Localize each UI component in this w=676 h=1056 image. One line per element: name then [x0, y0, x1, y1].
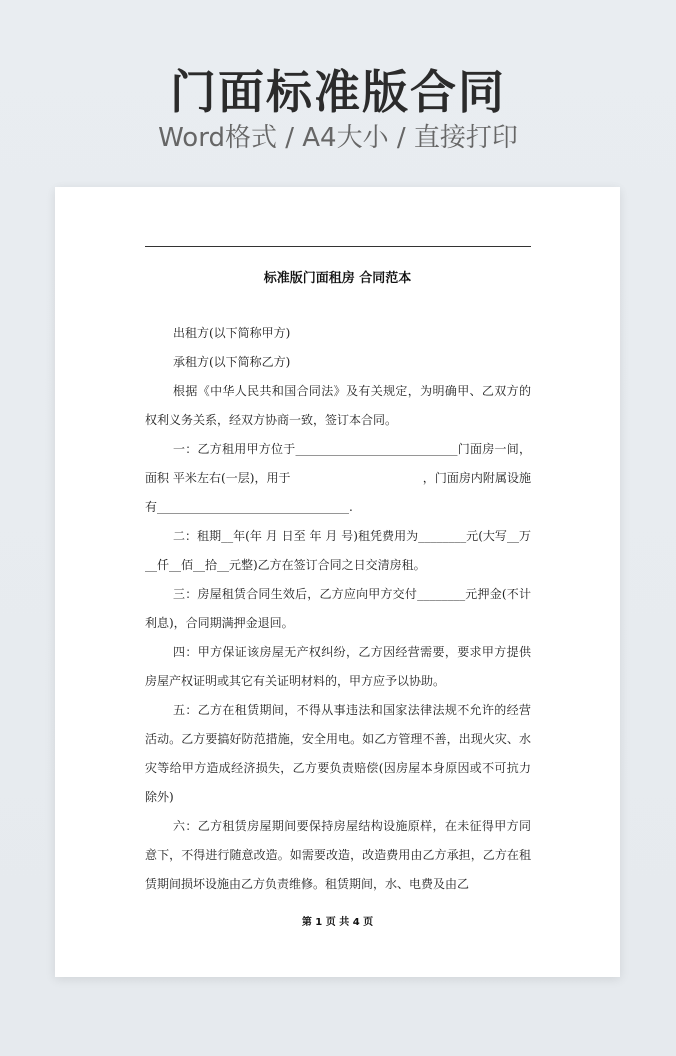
header-rule: [145, 246, 531, 247]
paragraph-preamble: 根据《中华人民共和国合同法》及有关规定，为明确甲、乙双方的权利义务关系，经双方协商一致，签订本合同。: [145, 384, 531, 427]
document-title: 标准版门面租房 合同范本: [263, 271, 412, 286]
paragraph-lessor: 出租方(以下简称甲方): [173, 326, 291, 340]
page-subtitle: Word格式 / A4大小 / 直接打印: [158, 123, 518, 153]
paragraph-clause-6: 六：乙方租赁房屋期间要保持房屋结构设施原样，在未征得甲方同意下，不得进行随意改造。如需要改造，改造费用由乙方承担，乙方在租赁期间损坏设施由乙方负责维修。租赁期间，水、电费及由乙: [145, 819, 531, 891]
document-body: [145, 319, 531, 899]
paragraph-clause-1: 一：乙方租用甲方位于___________________________门面房一间，面积 平米左右(一层)，用于 ，门面房内附属设施有________________________________.: [145, 442, 531, 514]
paragraph-clause-4: 四：甲方保证该房屋无产权纠纷，乙方因经营需要，要求甲方提供房屋产权证明或其它有关证明材料的，甲方应予以协助。: [145, 645, 531, 688]
paragraph-lessee: 承租方(以下简称乙方): [173, 355, 291, 369]
document-page: [55, 187, 620, 977]
page-title: 门面标准版合同: [170, 65, 506, 119]
paragraph-clause-5: 五：乙方在租赁期间，不得从事违法和国家法律法规不允许的经营活动。乙方要搞好防范措施，安全用电。如乙方管理不善，出现火灾、水灾等给甲方造成经济损失，乙方要负责赔偿(因房屋本身原因或不可抗力除外): [145, 703, 531, 804]
page-number-footer: 第 1 页 共 4 页: [301, 917, 374, 928]
paragraph-clause-3: 三：房屋租赁合同生效后，乙方应向甲方交付________元押金(不计利息)，合同期满押金退回。: [145, 587, 531, 630]
paragraph-clause-2: 二：租期__年(年 月 日至 年 月 号)租凭费用为________元(大写__万__仟__佰__拾__元整)乙方在签订合同之日交清房租。: [145, 529, 531, 572]
